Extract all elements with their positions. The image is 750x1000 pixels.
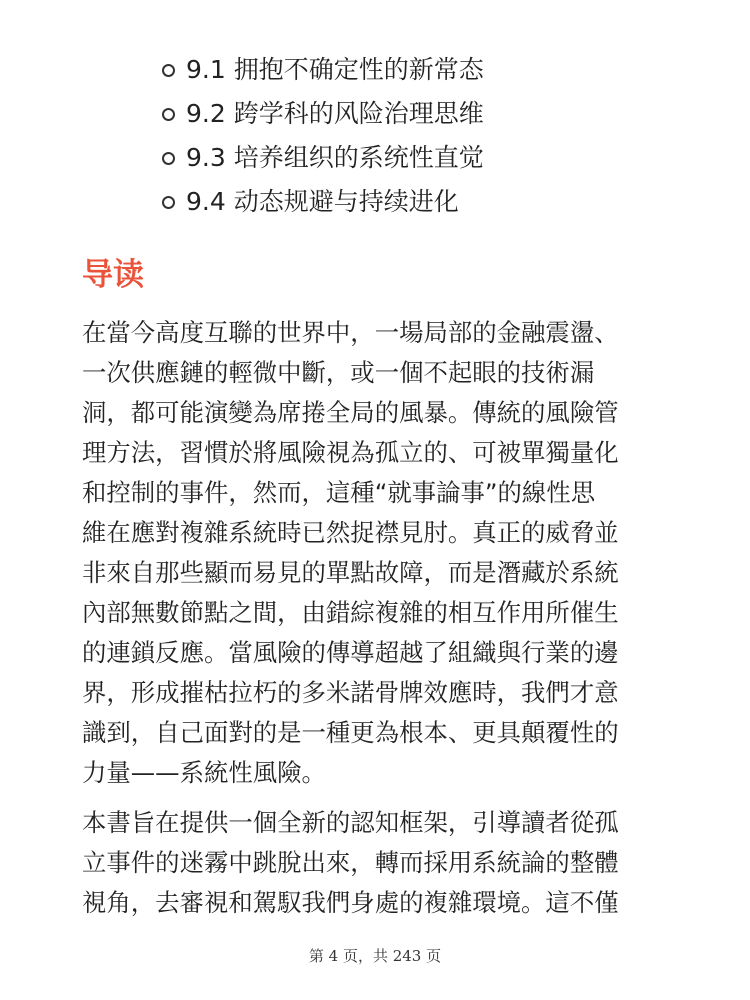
paragraph-line: 洞，都可能演變為席捲全局的風暴。傳統的風險管 bbox=[82, 398, 619, 427]
hollow-circle-bullet-icon bbox=[162, 152, 175, 165]
toc-item[interactable] bbox=[0, 136, 750, 180]
paragraph-line: 一次供應鏈的輕微中斷，或一個不起眼的技術漏 bbox=[82, 358, 595, 387]
table-of-contents bbox=[0, 48, 750, 224]
paragraph-line: 的連鎖反應。當風險的傳導超越了組織與行業的邊 bbox=[82, 638, 619, 667]
page-number-footer: 第 4 页，共 243 页 bbox=[308, 947, 442, 965]
paragraph-line: 界，形成摧枯拉朽的多米諾骨牌效應時，我們才意 bbox=[82, 678, 619, 707]
hollow-circle-bullet-icon bbox=[162, 64, 175, 77]
toc-item-label: 9.3 培养组织的系统性直觉 bbox=[186, 143, 484, 172]
hollow-circle-bullet-icon bbox=[162, 196, 175, 209]
paragraph-line: 內部無數節點之間，由錯綜複雜的相互作用所催生 bbox=[82, 598, 619, 627]
toc-item[interactable] bbox=[0, 92, 750, 136]
paragraph-line: 維在應對複雜系統時已然捉襟見肘。真正的威脅並 bbox=[82, 518, 619, 547]
paragraph-line: 立事件的迷霧中跳脫出來，轉而採用系統論的整體 bbox=[82, 848, 619, 877]
paragraph-line: 力量——系統性風險。 bbox=[82, 758, 326, 787]
paragraph-line: 非來自那些顯而易見的單點故障，而是潛藏於系統 bbox=[82, 558, 619, 587]
toc-item[interactable] bbox=[0, 48, 750, 92]
paragraph-line: 本書旨在提供一個全新的認知框架，引導讀者從孤 bbox=[82, 808, 619, 837]
body-paragraph bbox=[82, 313, 682, 793]
toc-item-label: 9.2 跨学科的风险治理思维 bbox=[186, 99, 484, 128]
toc-item-label: 9.1 拥抱不确定性的新常态 bbox=[186, 55, 484, 84]
paragraph-line: 識到，自己面對的是一種更為根本、更具顛覆性的 bbox=[82, 718, 619, 747]
paragraph-line: 和控制的事件，然而，這種“就事論事”的線性思 bbox=[82, 478, 596, 507]
paragraph-line: 視角，去審視和駕馭我們身處的複雜環境。這不僅 bbox=[82, 888, 619, 917]
section-heading: 导读 bbox=[82, 257, 144, 293]
toc-item[interactable] bbox=[0, 180, 750, 224]
paragraph-line: 理方法，習慣於將風險視為孤立的、可被單獨量化 bbox=[82, 438, 619, 467]
body-paragraph bbox=[82, 803, 682, 923]
toc-item-label: 9.4 动态规避与持续进化 bbox=[186, 187, 459, 216]
paragraph-line: 在當今高度互聯的世界中，一場局部的金融震盪、 bbox=[82, 318, 619, 347]
hollow-circle-bullet-icon bbox=[162, 108, 175, 121]
